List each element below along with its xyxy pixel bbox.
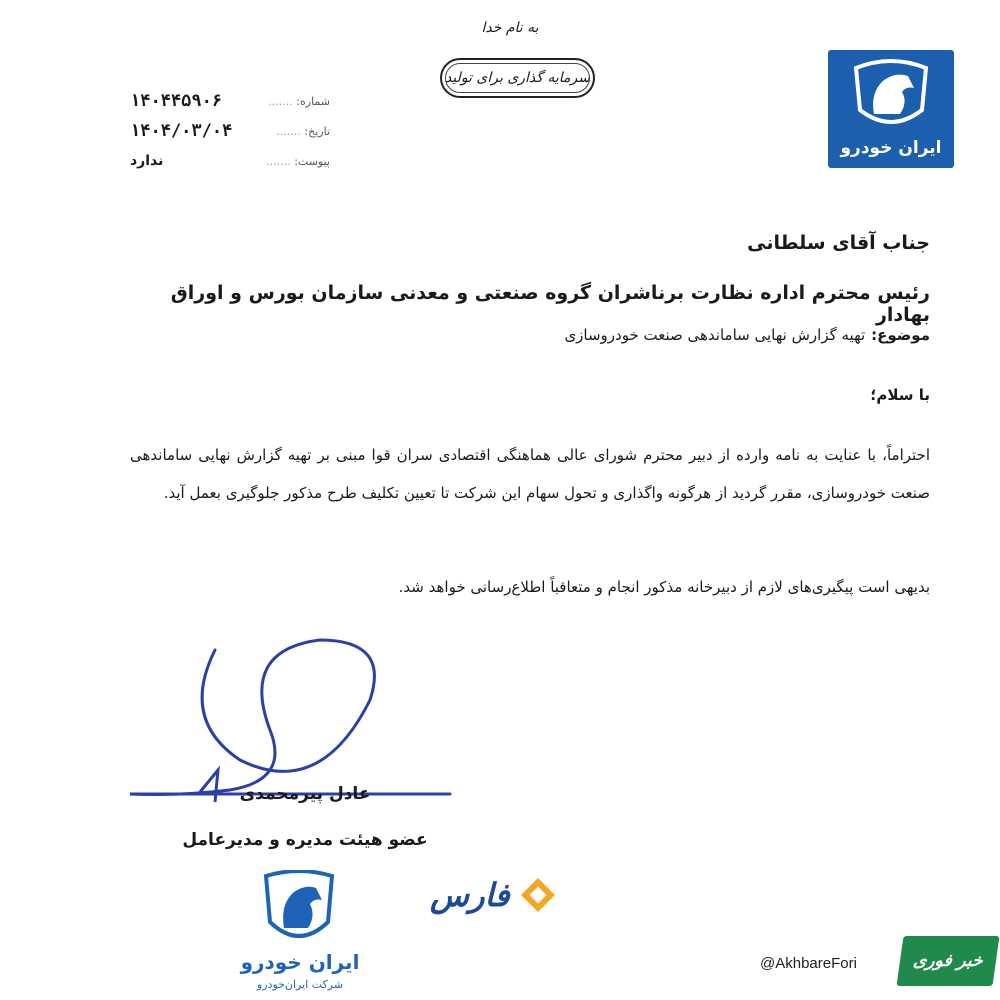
signatory-name: عادل پیرمحمدی: [239, 784, 371, 804]
recipient-title: رئیس محترم اداره نظارت برناشران گروه صنعتی و معدنی سازمان بورس و اوراق بهادار: [170, 282, 930, 326]
bename-header: به نام خدا: [481, 20, 539, 36]
subject-line: [564, 326, 930, 344]
fori-logo: [896, 936, 999, 986]
subject-label: موضوع:: [871, 326, 930, 344]
horse-head-icon: [848, 58, 934, 134]
letter-number-label: شماره: .......: [268, 95, 330, 108]
motto-seal: [440, 58, 595, 98]
social-handle: @AkhbareFori: [760, 955, 857, 972]
letter-date: ۱۴۰۴/۰۳/۰۴: [130, 121, 233, 141]
stamp-brand-text: ایران خودرو: [240, 950, 360, 974]
letter-date-label: تاریخ: .......: [276, 125, 330, 138]
meta-number-row: [130, 90, 330, 112]
greeting: با سلام؛: [870, 386, 930, 404]
fars-text: فارس: [430, 876, 510, 914]
stamp-horse-icon: [262, 870, 336, 946]
subject-text: تهیه گزارش نهایی ساماندهی صنعت خودروسازی: [564, 326, 866, 344]
meta-date-row: [130, 120, 330, 142]
recipient-name: جناب آقای سلطانی: [747, 232, 930, 254]
body-paragraph-1: احتراماً، با عنایت به نامه وارده از دبیر محترم شورای عالی هماهنگی اقتصادی سران قوا مبنی بر تهیه گزارش نهایی ساماندهی صنعت خودروسازی، مقرر گردید از هرگونه واگذاری و تحول سهام این شرکت تا تعیین تکلیف طرح مذکور جلوگیری بعمل آید.: [130, 446, 930, 502]
stamp-company-text: شرکت ایران‌خودرو: [256, 978, 344, 991]
company-logo: [828, 50, 954, 168]
letter-attachment-label: پیوست: .......: [266, 155, 330, 168]
fori-logo-text: خبر فوری: [911, 951, 985, 971]
meta-attachment-row: [130, 150, 330, 172]
logo-brand-text: ایران خودرو: [840, 138, 942, 158]
signatory-title: عضو هیئت مدیره و مدیرعامل: [182, 830, 428, 850]
fars-diamond-icon: [518, 875, 558, 915]
motto-text: سرمایه گذاری برای تولید: [444, 70, 591, 86]
letter-attachment: ندارد: [130, 153, 164, 169]
body-paragraph-2: بدیهی است پیگیری‌های لازم از دبیرخانه مذکور انجام و متعاقباً اطلاع‌رسانی خواهد شد.: [398, 578, 930, 596]
letter-number: ۱۴۰۴۴۵۹۰۶: [130, 91, 223, 111]
fars-watermark: [430, 875, 558, 915]
